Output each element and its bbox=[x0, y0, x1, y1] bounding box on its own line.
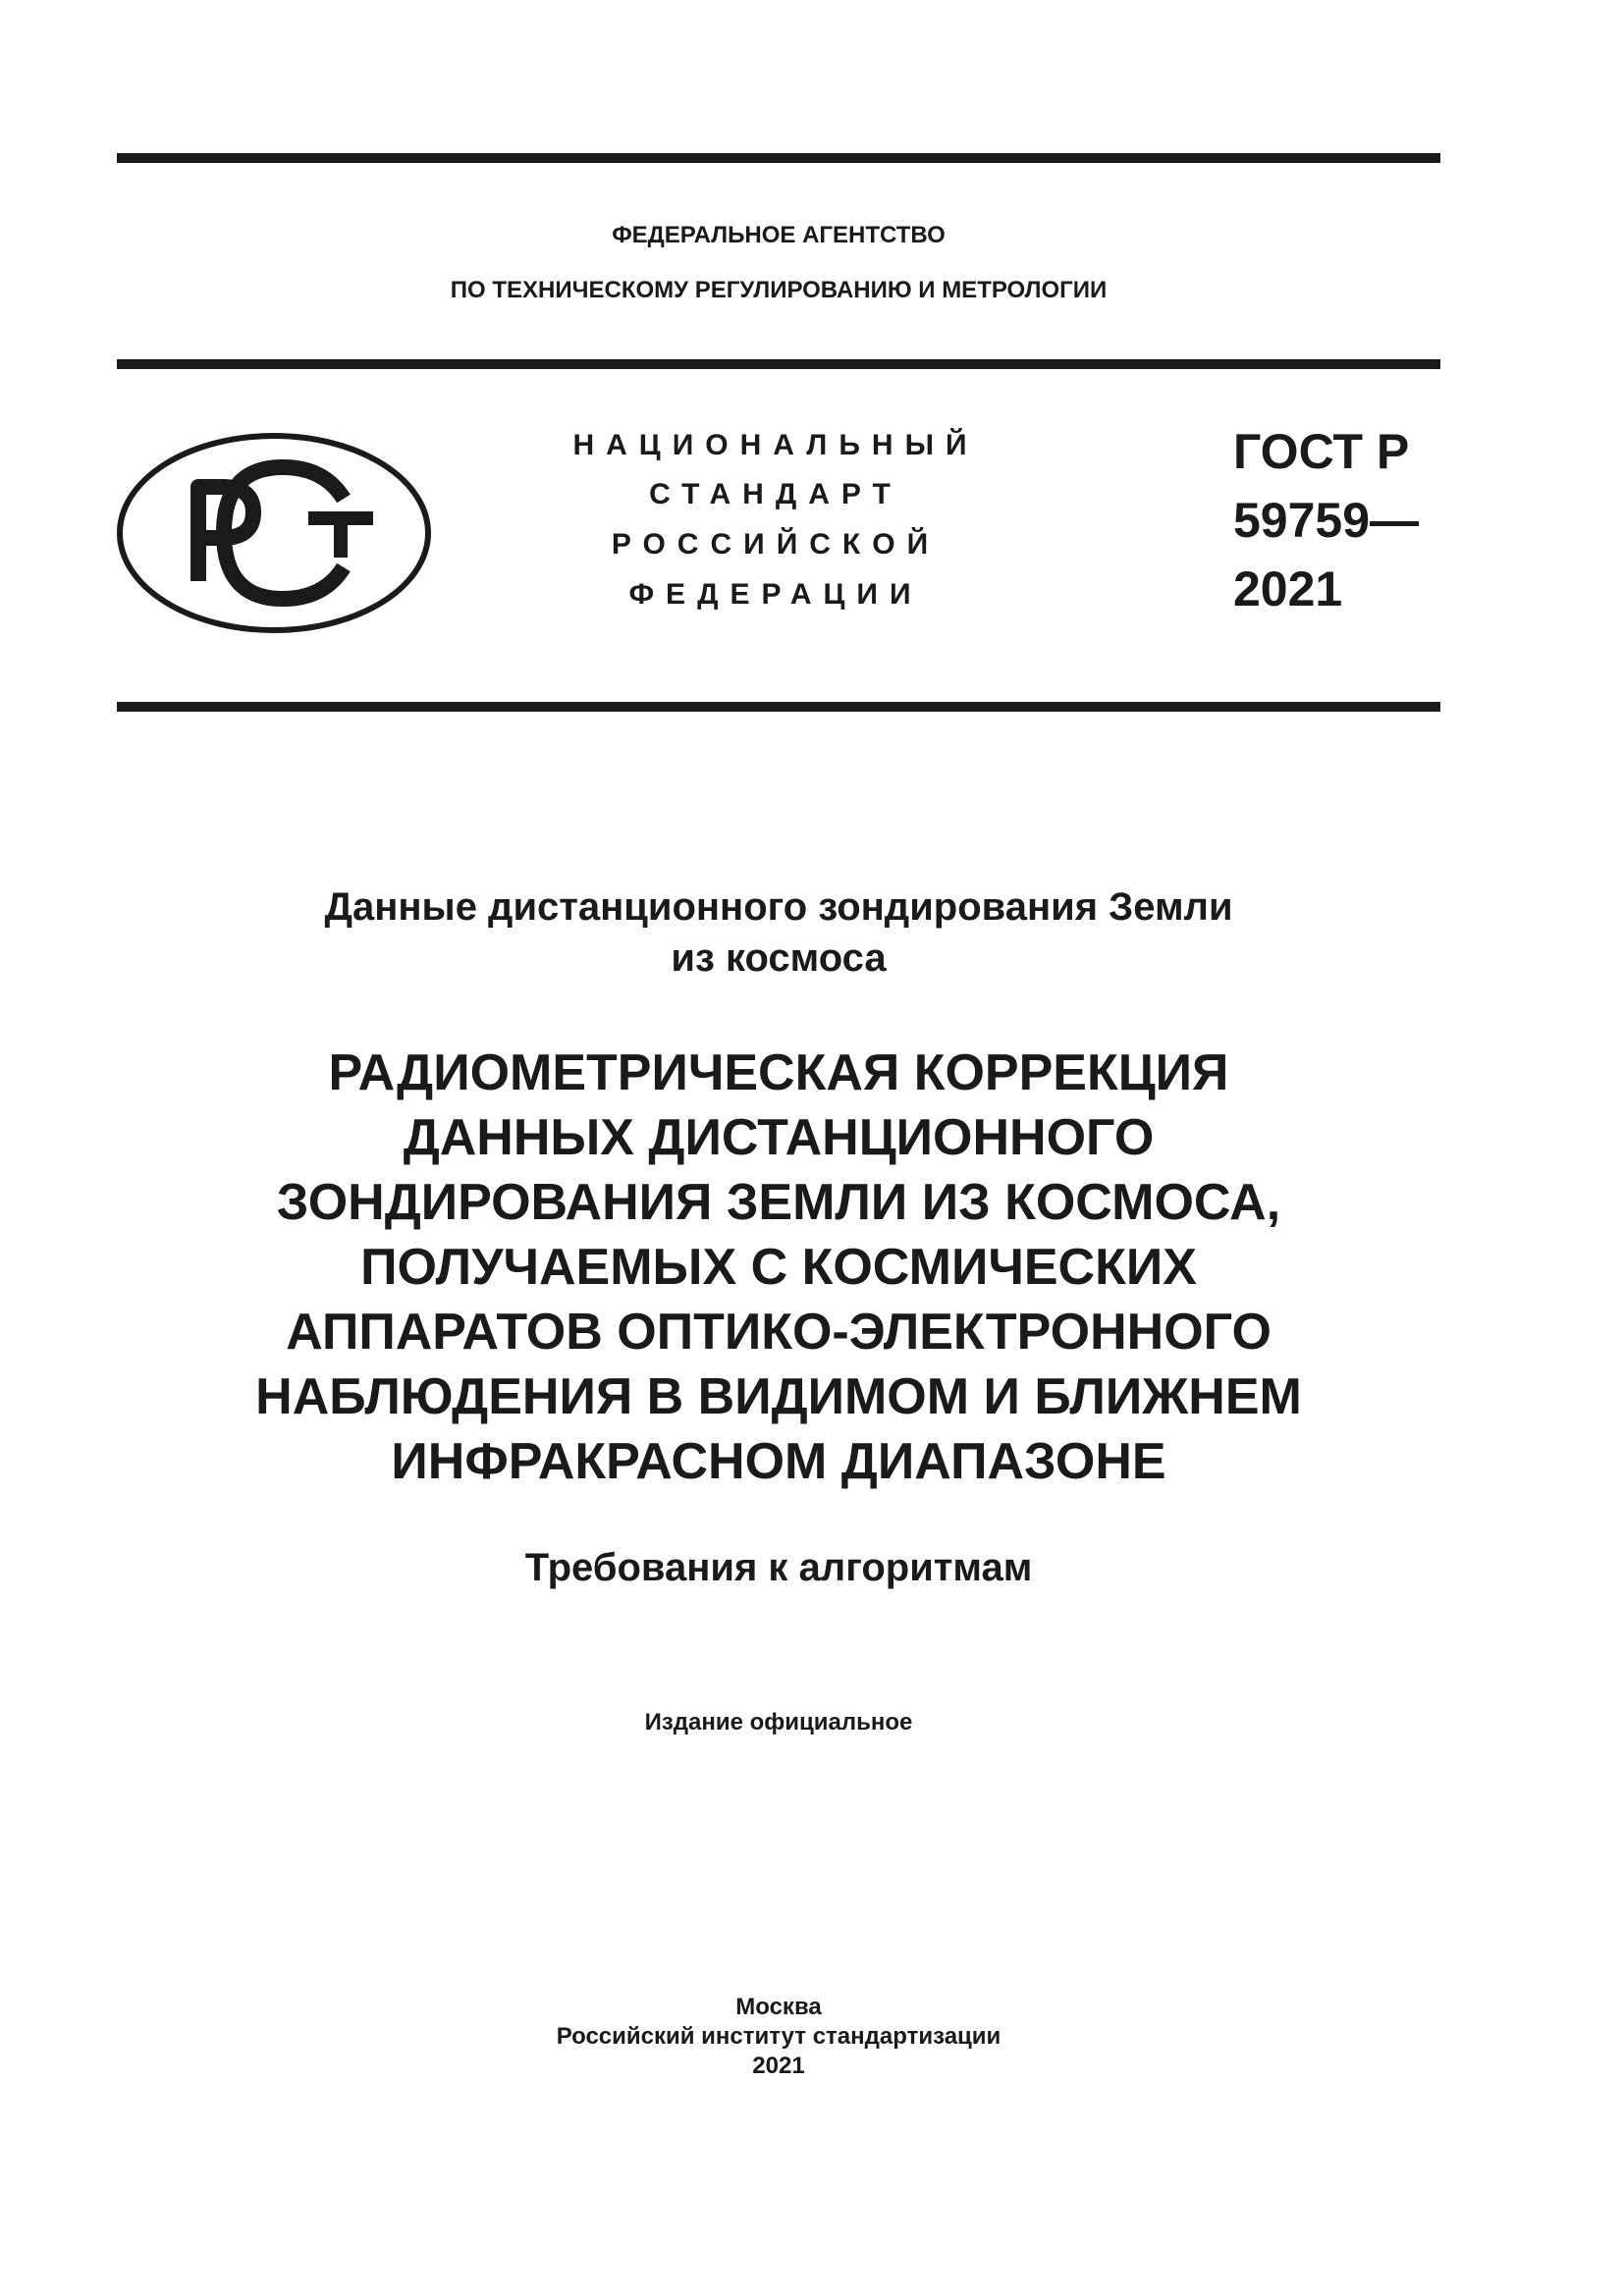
imprint-city: Москва bbox=[735, 1994, 822, 2020]
standard-code-line-1: ГОСТ Р bbox=[1233, 424, 1410, 479]
edition-label: Издание официальное bbox=[644, 1709, 913, 1735]
standard-type-line-4: ФЕДЕРАЦИИ bbox=[628, 578, 923, 611]
standard-type-line-3: РОССИЙСКОЙ bbox=[611, 528, 941, 561]
subtitle: Требования к алгоритмам bbox=[524, 1546, 1033, 1589]
main-title-line-2: ДАННЫХ ДИСТАНЦИОННОГО bbox=[403, 1109, 1155, 1166]
main-title-line-4: ПОЛУЧАЕМЫХ С КОСМИЧЕСКИХ bbox=[360, 1239, 1197, 1296]
standard-type-line-2: СТАНДАРТ bbox=[649, 478, 902, 510]
header-bottom-rule bbox=[117, 359, 1440, 369]
standard-type-line-1: НАЦИОНАЛЬНЫЙ bbox=[572, 429, 979, 461]
imprint-year: 2021 bbox=[752, 2053, 805, 2079]
main-title-line-1: РАДИОМЕТРИЧЕСКАЯ КОРРЕКЦИЯ bbox=[328, 1044, 1229, 1101]
standard-code-line-2: 59759— bbox=[1233, 493, 1420, 548]
imprint-publisher: Российский институт стандартизации bbox=[556, 2023, 1001, 2050]
main-title-line-3: ЗОНДИРОВАНИЯ ЗЕМЛИ ИЗ КОСМОСА, bbox=[276, 1174, 1281, 1231]
rst-certification-mark-icon bbox=[116, 432, 432, 634]
series-title-line-2: из космоса bbox=[671, 936, 887, 980]
main-title-line-6: НАБЛЮДЕНИЯ В ВИДИМОМ И БЛИЖНЕМ bbox=[255, 1368, 1302, 1425]
main-title bbox=[117, 1041, 1440, 1494]
masthead-bottom-rule bbox=[117, 702, 1440, 712]
main-title-line-7: ИНФРАКРАСНОМ ДИАПАЗОНЕ bbox=[391, 1433, 1166, 1490]
top-rule bbox=[117, 153, 1440, 163]
series-title bbox=[117, 881, 1440, 984]
series-title-line-1: Данные дистанционного зондирования Земли bbox=[324, 885, 1233, 929]
main-title-line-5: АППАРАТОВ ОПТИКО-ЭЛЕКТРОННОГО bbox=[286, 1304, 1272, 1361]
imprint bbox=[117, 1993, 1440, 2081]
agency-name-line-1: ФЕДЕРАЛЬНОЕ АГЕНТСТВО bbox=[612, 222, 946, 248]
standard-code-line-3: 2021 bbox=[1233, 561, 1343, 616]
agency-name-line-2: ПО ТЕХНИЧЕСКОМУ РЕГУЛИРОВАНИЮ И МЕТРОЛОГИИ bbox=[450, 277, 1108, 303]
